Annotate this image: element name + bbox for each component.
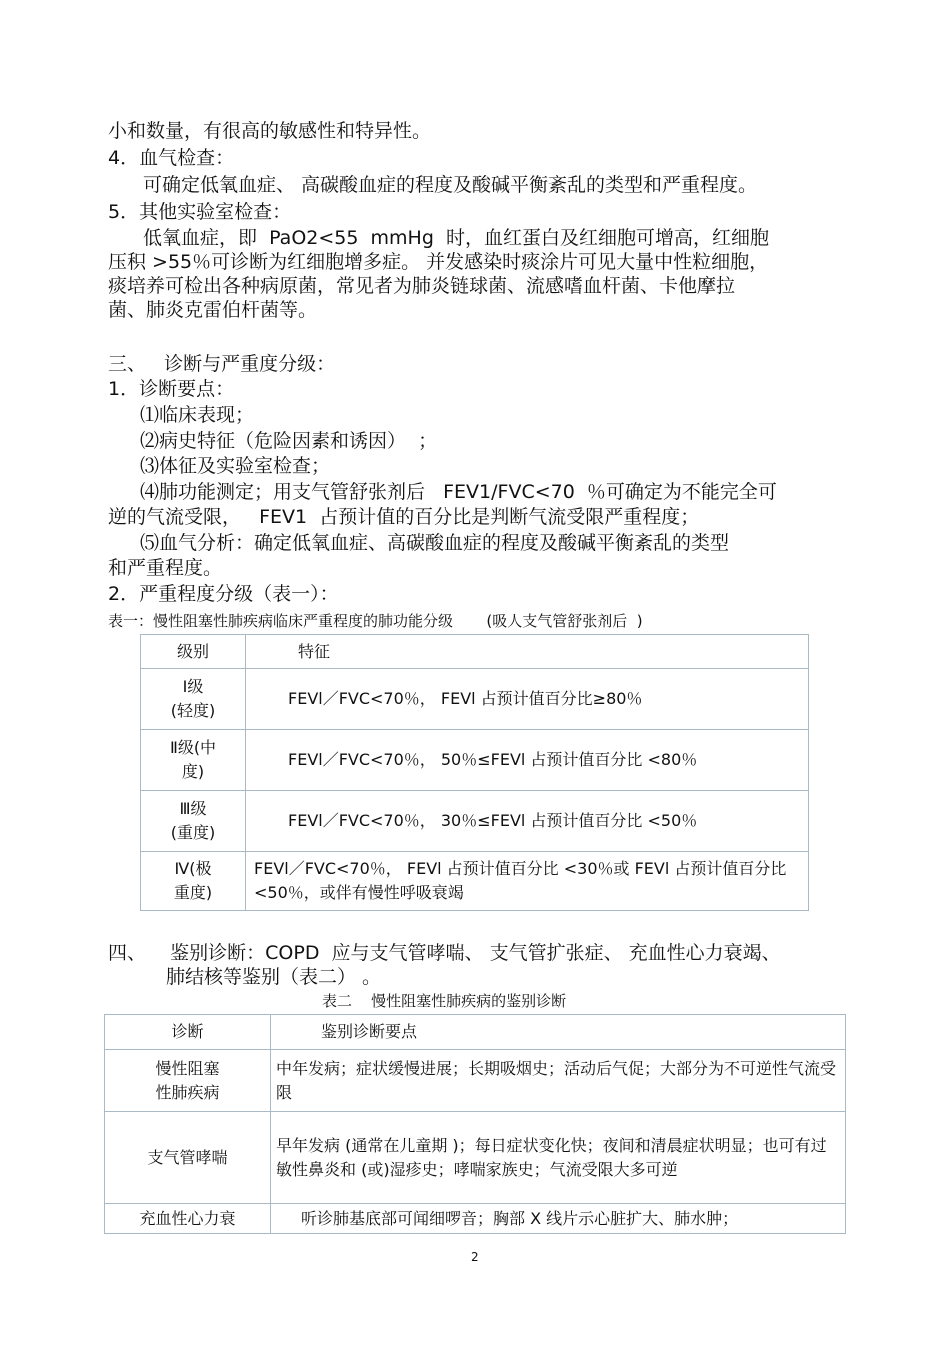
grade-cell: Ⅲ级 (重度) (141, 791, 246, 852)
diagnosis-cell: 支气管哮喘 (105, 1112, 271, 1204)
grade-cell: Ⅰ级 (轻度) (141, 669, 246, 730)
table-row (141, 730, 809, 791)
text-line: 可确定低氧血症、 高碳酸血症的程度及酸碱平衡紊乱的类型和严重程度。 (143, 174, 758, 196)
table-row (141, 791, 809, 852)
section-3-heading: 三、 诊断与严重度分级： (108, 353, 336, 375)
table2 (104, 1014, 846, 1234)
section-4-heading: 四、 鉴别诊断：COPD 应与支气管哮喘、 支气管扩张症、 充血性心力衰竭、 (108, 942, 781, 964)
table-row (141, 669, 809, 730)
heading-diagnosis-points: 1．诊断要点： (108, 378, 235, 400)
table-row (105, 1050, 846, 1112)
text-line: 痰培养可检出各种病原菌，常见者为肺炎链球菌、流感嗜血杆菌、卡他摩拉 (108, 275, 736, 297)
text-line: 逆的气流受限， FEV1 占预计值的百分比是判断气流受限严重程度； (108, 506, 700, 528)
text-line: 压积 >55％可诊断为红细胞增多症。 并发感染时痰涂片可见大量中性粒细胞， (108, 251, 769, 273)
list-item: ⑴临床表现； (140, 404, 255, 426)
diagnosis-cell: 充血性心力衰 (105, 1204, 271, 1234)
grade-cell: Ⅱ级(中 度) (141, 730, 246, 791)
heading-severity: 2．严重程度分级（表一）： (108, 583, 339, 605)
points-cell: 听诊肺基底部可闻细啰音；胸部 X 线片示心脏扩大、肺水肿； (271, 1204, 846, 1234)
text-line: 小和数量，有很高的敏感性和特异性。 (108, 120, 432, 142)
feature-cell: FEVl／FVC<70％， FEVl 占预计值百分比 <30％或 FEVl 占预计值百分比 <50％，或伴有慢性呼吸衰竭 (246, 852, 809, 911)
feature-cell: FEVl／FVC<70％， FEVl 占预计值百分比≥80％ (246, 669, 809, 730)
text-line: 菌、肺炎克雷伯杆菌等。 (108, 299, 318, 321)
diagnosis-cell: 慢性阻塞 性肺疾病 (105, 1050, 271, 1112)
text-line: 低氧血症，即 PaO2<55 mmHg 时，血红蛋白及红细胞可增高，红细胞 (143, 227, 769, 249)
table1-caption: 表一：慢性阻塞性肺疾病临床严重程度的肺功能分级 (吸人支气管舒张剂后 ) (108, 612, 643, 630)
heading-blood-gas: 4．血气检查： (108, 147, 235, 169)
table1-header-grade: 级别 (141, 635, 246, 669)
table-row (105, 1112, 846, 1204)
table2-header-diagnosis: 诊断 (105, 1015, 271, 1050)
table1 (140, 634, 809, 911)
grade-cell: Ⅳ(极 重度) (141, 852, 246, 911)
list-item: ⑵病史特征（危险因素和诱因） ； (140, 430, 438, 452)
page-number: 2 (471, 1250, 479, 1264)
text-line: 肺结核等鉴别（表二） 。 (166, 966, 382, 988)
table2-caption: 表二 慢性阻塞性肺疾病的鉴别诊断 (322, 992, 567, 1010)
table2-header-points: 鉴别诊断要点 (271, 1015, 846, 1050)
table1-header-feature: 特征 (246, 635, 809, 669)
heading-other-lab: 5．其他实验室检查： (108, 201, 292, 223)
feature-cell: FEVl／FVC<70％， 50％≤FEVl 占预计值百分比 <80％ (246, 730, 809, 791)
feature-cell: FEVl／FVC<70％， 30％≤FEVl 占预计值百分比 <50％ (246, 791, 809, 852)
table-row (141, 852, 809, 911)
points-cell: 早年发病 (通常在儿童期 )；每日症状变化快；夜间和清晨症状明显；也可有过敏性鼻炎和 (或)湿疹史；哮喘家族史；气流受限大多可逆 (271, 1112, 846, 1204)
table-row (105, 1204, 846, 1234)
text-line: 和严重程度。 (108, 557, 223, 579)
list-item: ⑷肺功能测定；用支气管舒张剂后 FEV1/FVC<70 ％可确定为不能完全可 (140, 481, 777, 503)
list-item: ⑸血气分析：确定低氧血症、高碳酸血症的程度及酸碱平衡紊乱的类型 (140, 532, 730, 554)
points-cell: 中年发病；症状缓慢进展；长期吸烟史；活动后气促；大部分为不可逆性气流受限 (271, 1050, 846, 1112)
list-item: ⑶体征及实验室检查； (140, 455, 331, 477)
